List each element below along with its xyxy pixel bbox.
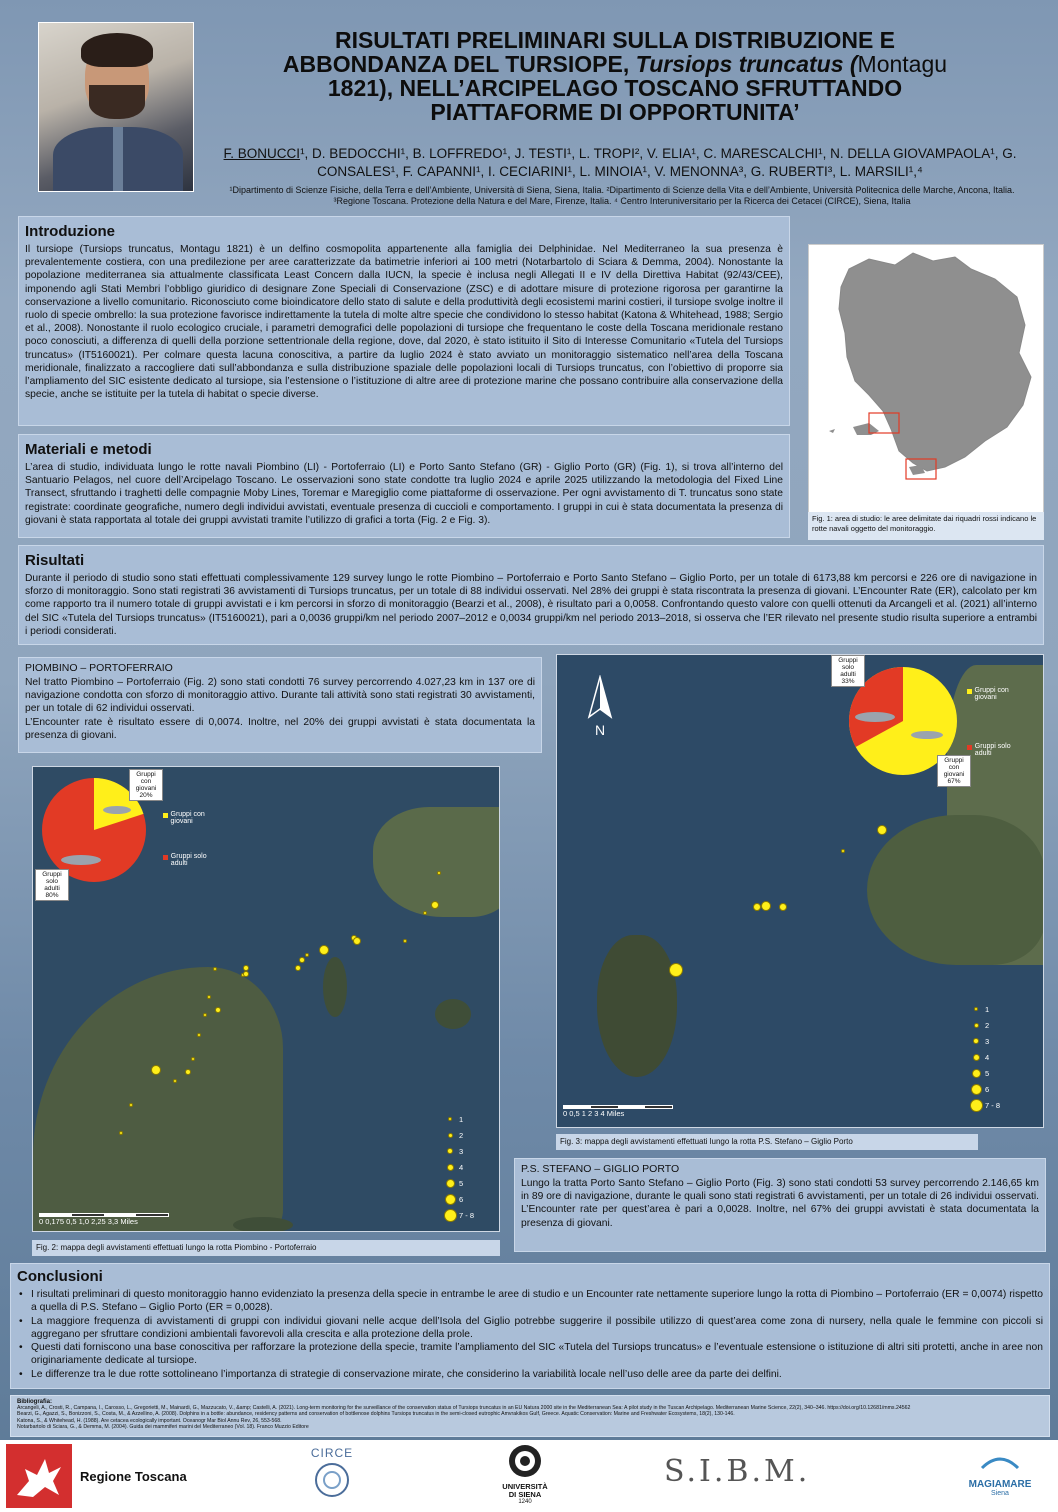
methods-heading: Materiali e metodi bbox=[25, 441, 152, 458]
intro-heading: Introduzione bbox=[25, 223, 115, 240]
sighting-dot bbox=[753, 903, 761, 911]
sighting-dot bbox=[841, 849, 845, 853]
giglio-island bbox=[597, 935, 677, 1077]
affiliations: ¹Dipartimento di Scienze Fisiche, della Terra e dell’Ambiente, Università di Siena, Siena, Italia. ²Dipartimento di Scienze della Vita e dell’Ambiente, Università Politecnica delle Marche, Ancona, Italia. ³Regione Toscana. Protezione della Natura e del Mare, Firenze, Italia. ⁴ Centro Interuniversitario per la Ricerca dei Cetacei (CIRCE), Siena, Italia bbox=[229, 185, 1015, 206]
pie-label-adulti: Gruppi solo adulti 80% bbox=[35, 869, 69, 901]
figure-3-map bbox=[556, 654, 1044, 1128]
legend-giovani: Gruppi con giovani bbox=[967, 687, 1027, 701]
sighting-dot bbox=[129, 1103, 133, 1107]
tuscany-map bbox=[809, 245, 1045, 513]
argentario-promontory bbox=[867, 815, 1044, 965]
size-legend: 1 2 3 4 5 6 7 - 8 bbox=[967, 1001, 1000, 1113]
pie-label-adulti: Gruppi solo adulti 33% bbox=[831, 655, 865, 687]
sighting-dot bbox=[305, 953, 309, 957]
sibm-logo-icon: S.I.B.M. bbox=[664, 1454, 811, 1489]
legend-adulti: Gruppi solo adulti bbox=[163, 853, 223, 867]
figure-2-caption: Fig. 2: mappa degli avvistamenti effettuati lungo la rotta Piombino - Portoferraio bbox=[32, 1240, 500, 1256]
list-item: • Le differenze tra le due rotte sottolineano l’importanza di strategie di conservazione mirate, che considerino la variabilità locale nell’uso delle aree da parte dei delfini. bbox=[17, 1368, 1043, 1381]
island bbox=[323, 957, 347, 1017]
bibliography-entry: Katona, S., & Whitehead, H. (1988). Are cetacea ecologically important. Oceanogr Mar Biol Annu Rev, 26, 553-568. bbox=[17, 1417, 282, 1424]
sighting-dot bbox=[197, 1033, 201, 1037]
circe-logo: CIRCE bbox=[300, 1446, 364, 1506]
poster-title: RISULTATI PRELIMINARI SULLA DISTRIBUZIONE E ABBONDANZA DEL TURSIOPE, Tursiops truncatus (Montagu 1821), NELL’ARCIPELAGO TOSCANO SFRUTTANDO PIATTAFORME DI OPPORTUNITA’ bbox=[282, 27, 948, 125]
sighting-dot bbox=[151, 1065, 161, 1075]
sighting-dot bbox=[353, 937, 361, 945]
sighting-dot bbox=[203, 1013, 207, 1017]
pie-label-giovani: Gruppi con giovani 67% bbox=[937, 755, 971, 787]
logo-bar bbox=[0, 1440, 1058, 1512]
pie-label-giovani: Gruppi con giovani 20% bbox=[129, 769, 163, 801]
conclusions-section bbox=[10, 1263, 1050, 1389]
piombino-heading: PIOMBINO – PORTOFERRAIO bbox=[25, 662, 173, 674]
list-item: • Questi dati forniscono una base conoscitiva per rafforzare la protezione della specie, tramite l’ampliamento del SIC «Tutela del Tursiops truncatus» e l’eventuale estensione o istituzione di altri siti protetti, anche in aree non originariamente dedicate al tursiope. bbox=[17, 1341, 1043, 1368]
author-photo bbox=[38, 22, 194, 192]
bibliography-entry: Arcangeli, A., Crosti, R., Campana, I., Carosso, L., Gregorietti, M., Mainardi, G., Mazzucato, V., &amp; Castelli, A. (2021). Long-term monitoring for the surveillance of the conservation status of Tursiops truncatus in an EU Natura 2000 site in the Mediterranean Sea: A pilot study in the Tuscan Archipelago. Mediterranean Marine Science, 22(2), 340–346. https://doi.org/10.12681/mms.24562 bbox=[17, 1405, 911, 1412]
legend-giovani: Gruppi con giovani bbox=[163, 811, 223, 825]
intro-text: Il tursiope (Tursiops truncatus, Montagu 1821) è un delfino cosmopolita appartenente alla famiglia dei Delphinidae. Nel Mediterraneo la sua presenza è prevalentemente costiera, con una predilezione per aree caratterizzate da batimetrie inferiori ai 100 metri (Notarbartolo di Sciara & Demma, 2004). Nonostante la popolazione mediterranea sia attualmente classificata Least Concern dalla IUCN, la specie è inclusa negli Allegati II e IV della Direttiva Habitat (92/43/CEE), imponendo agli Stati Membri l’obbligo giuridico di designare Zone Speciali di Conservazione (ZSC) e di adottare misure di protezione rigorosa per garantirne la conservazione a livello comunitario. Riconosciuto come bioindicatore dello stato di salute e della produttività degli ecosistemi marini costieri, il tursiope svolge inoltre il ruolo di specie ombrello: la sua protezione favorisce indirettamente la tutela di molte altre specie che condividono lo stesso habitat (Katona & Whitehead, 1988; Sergio et al., 2008). Nonostante il ruolo ecologico cruciale, i parametri demografici delle popolazioni di tursiope che frequentano le coste della Toscana meridionale restano poco conosciuti, a differenza di quelli della porzione settentrionale della regione, dove, dal 2020, è stato istituito il Sito di Interesse Comunitario «Tutela del Tursiops truncatus» (IT5160021). Per colmare questa lacuna conoscitiva, a partire da luglio 2024 è stato avviato un monitoraggio sistematico nell’area della Toscana meridionale, finalizzato a raccogliere dati sull’abbondanza e sulla distribuzione spaziale delle popolazioni locali di Tursiops truncatus, con l’obiettivo di proporre sia l’ampliamento del SIC esistente dedicato al tursiope, sia l’estensione o l’istituzione di altre aree di protezione marine che possano contribuire alla conservazione della specie, anche se istituite per la tutela di habitat o specie diverse. bbox=[25, 244, 783, 401]
piombino-text-2: L’Encounter rate è risultato essere di 0,0074. Inoltre, nel 20% dei gruppi avvistati è stata documentata la presenza di giovani. bbox=[25, 716, 535, 741]
sighting-dot bbox=[319, 945, 329, 955]
stefano-text-1: Lungo la tratta Porto Santo Stefano – Giglio Porto (Fig. 3) sono stati condotti 53 survey percorrendo 2.146,65 km in 89 ore di navigazione, durante le quali sono stati registrati 6 avvistamenti, per un totale di 26 individui osservati. bbox=[521, 1178, 1040, 1203]
sighting-dot bbox=[207, 995, 211, 999]
sighting-dot bbox=[243, 971, 249, 977]
unisi-seal-icon bbox=[508, 1444, 542, 1478]
results-text: Durante il periodo di studio sono stati effettuati complessivamente 129 survey lungo le rotte Piombino – Portoferraio e Porto Santo Stefano – Giglio Porto, per un totale di 6173,88 km percorsi e 226 ore di navigazione in sforzo di monitoraggio. Sono stati registrati 36 avvistamenti di Tursiops truncatus, per un totale di 88 individui osservati. Nel 28% dei gruppi è stata riscontrata la presenza di giovani. L’Encounter Rate (ER), calcolato per km come rapporto tra il numero totale di gruppi avvistati e i km percorsi in sforzo di monitoraggio (Bearzi et al., 2008), è risultato pari a 0,0058. Confrontando questo valore con quelli ottenuti da Arcangeli et al. (2021) all’interno del SIC «Tutela del Tursiops truncatus» (IT5160021), pari a 0,0036 gruppi/km nel periodo 2007–2012 e 0,0034 gruppi/km nel periodo 2013–2018, si osserva che l’ER rilevato nel presente studio risulta superiore a entrambi i periodi considerati. bbox=[25, 573, 1037, 637]
results-heading: Risultati bbox=[25, 552, 85, 569]
sighting-dot bbox=[215, 1007, 221, 1013]
sighting-dot bbox=[295, 965, 301, 971]
sighting-dot bbox=[185, 1069, 191, 1075]
island bbox=[233, 1217, 293, 1232]
sighting-dot bbox=[877, 825, 887, 835]
conclusions-heading: Conclusioni bbox=[17, 1268, 103, 1285]
piombino-section bbox=[18, 657, 542, 753]
sighting-dot bbox=[431, 901, 439, 909]
sighting-dot bbox=[213, 967, 217, 971]
island bbox=[435, 999, 471, 1029]
figure-3-caption: Fig. 3: mappa degli avvistamenti effettuati lungo la rotta P.S. Stefano – Giglio Porto bbox=[556, 1134, 978, 1150]
sighting-dot bbox=[191, 1057, 195, 1061]
figure-2-map bbox=[32, 766, 500, 1232]
bibliography-entry: Bearzi, G., Agazzi, S., Bonizzoni, S., Costa, M., & Azzellino, A. (2008). Dolphins in a bottle: abundance, residency patterns and conservation of bottlenose dolphins Tursiops truncatus in the semi-closed eutrophic Amvrakikos Gulf, Greece. Aquatic Conservation: Marine and Freshwater Ecosystems, 18(2), 130-146. bbox=[17, 1411, 735, 1418]
intro-section bbox=[18, 216, 790, 426]
bibliography-entry: Notarbartolo di Sciara, G., & Demma, M. (2004). Guida dei mammiferi marini del Mediterraneo (Vol. 18). Franco Muzzio Editore bbox=[17, 1423, 309, 1430]
figure-1-caption: Fig. 1: area di studio: le aree delimitate dai riquadri rossi indicano le rotte navali oggetto del monitoraggio. bbox=[808, 512, 1044, 540]
sighting-dot bbox=[761, 901, 771, 911]
scale-bar: 0 0,175 0,5 1,0 2,25 3,3 Miles bbox=[39, 1213, 169, 1226]
methods-text: L’area di studio, individuata lungo le rotte navali Piombino (LI) - Portoferraio (LI) e Porto Santo Stefano (GR) - Giglio Porto (GR) (Fig. 1), si trova all’interno del Santuario Pelagos, nel cuore dell’Arcipelago Toscano. Le osservazioni sono state condotte tra luglio 2024 e aprile 2025 utilizzando la metodologia del Fixed Line Transect, sfruttando i traghetti delle compagnie Moby Lines, Toremar e Maregiglio come piattaforme di osservazione. Per ogni avvistamento di T. truncatus sono state registrate: coordinate geografiche, numero degli individui avvistati, eventuale presenza di cuccioli e comportamento. I gruppi in cui è stata documentata la presenza di giovani è stata rapportata al totale dei gruppi avvistati tramite l’utilizzo di grafici a torta (Fig. 2 e Fig. 3). bbox=[25, 462, 783, 526]
pegasus-logo-icon bbox=[6, 1444, 72, 1508]
list-item: • I risultati preliminari di questo monitoraggio hanno evidenziato la presenza della specie in entrambe le aree di studio e un Encounter rate nettamente superiore lungo la rotta di Piombino – Portoferraio (ER = 0,0074) rispetto a quella di P.S. Stefano – Giglio Porto (ER = 0,0028). bbox=[17, 1288, 1043, 1315]
list-item: • La maggiore frequenza di avvistamenti di gruppi con individui giovani nelle acque dell’Isola del Giglio potrebbe suggerire il possibile utilizzo di quest’area come zona di nursery, nella quale le femmine con piccoli si aggregano per sfruttare condizioni ambientali favorevoli alla crescita e alla protezione della prole. bbox=[17, 1315, 1043, 1342]
piombino-text-1: Nel tratto Piombino – Portoferraio (Fig. 2) sono stati condotti 76 survey percorrendo 4.027,23 km in 137 ore di navigazione condotta con sforzo di monitoraggio attivo. Durante tali attività sono stati registrati 30 avvistamenti, per un totale di 62 individui osservati. bbox=[25, 677, 535, 715]
stefano-text-2: L’Encounter rate per quest’area è pari a 0,0028. Inoltre, nel 67% dei gruppi avvistati è stata documentata la presenza di giovani. bbox=[521, 1204, 1039, 1229]
unisi-logo: UNIVERSITÀ DI SIENA 1240 bbox=[490, 1444, 560, 1510]
bibliography bbox=[10, 1395, 1050, 1437]
magiamare-logo-icon bbox=[980, 1448, 1020, 1474]
figure-1-tuscany-map bbox=[808, 244, 1044, 540]
north-arrow-icon: N bbox=[587, 675, 613, 735]
author-list: F. BONUCCI¹, D. BEDOCCHI¹, B. LOFFREDO¹, J. TESTI¹, L. TROPI², V. ELIA¹, C. MARESCALCHI¹, N. DELLA GIOVAMPAOLA¹, G. CONSALES¹, F. CAPANNI¹, I. CECIARINI¹, L. MINOIA¹, V. MENONNA³, G. RUBERTI³, L. MARSILI¹,⁴ bbox=[223, 146, 1017, 179]
conclusions-list bbox=[17, 1288, 1043, 1381]
bibliography-heading: Bibliografia: bbox=[17, 1399, 53, 1405]
sighting-dot bbox=[119, 1131, 123, 1135]
circe-logo-icon bbox=[310, 1460, 354, 1500]
methods-section bbox=[18, 434, 790, 538]
sighting-dot bbox=[437, 871, 441, 875]
sighting-dot bbox=[669, 963, 683, 977]
sighting-dot bbox=[173, 1079, 177, 1083]
regione-toscana-logo: Regione Toscana bbox=[6, 1444, 196, 1508]
scale-bar: 0 0,5 1 2 3 4 Miles bbox=[563, 1105, 673, 1118]
sighting-dot bbox=[403, 939, 407, 943]
sighting-dot bbox=[779, 903, 787, 911]
magiamare-logo: MAGIAMARE Siena bbox=[950, 1448, 1050, 1508]
legend-adulti: Gruppi solo adulti bbox=[967, 743, 1027, 757]
size-legend: 1 2 3 4 5 6 7 - 8 bbox=[441, 1111, 474, 1223]
elba-island bbox=[33, 967, 283, 1232]
stefano-heading: P.S. STEFANO – GIGLIO PORTO bbox=[521, 1163, 680, 1175]
sighting-dot bbox=[423, 911, 427, 915]
stefano-section bbox=[514, 1158, 1046, 1252]
results-section bbox=[18, 545, 1044, 645]
sighting-dot bbox=[299, 957, 305, 963]
